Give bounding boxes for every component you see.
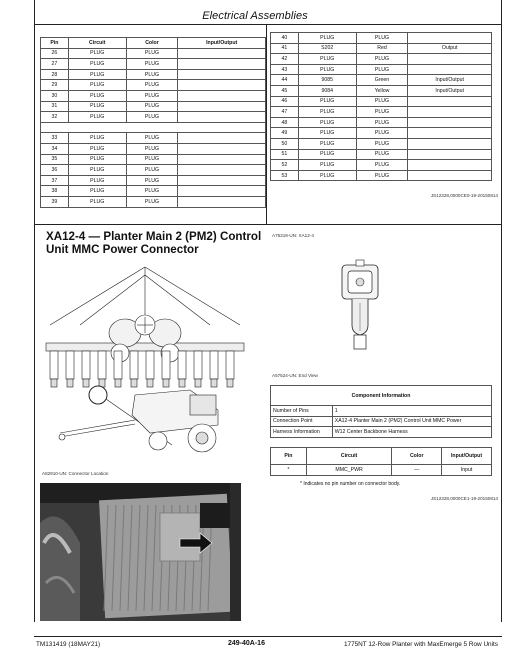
color-cell: PLUG	[356, 107, 408, 118]
controller-photo	[40, 483, 241, 621]
color-cell: PLUG	[126, 101, 178, 112]
color-cell: Yellow	[356, 85, 408, 96]
footer-model-title: 1775NT 12-Row Planter with MaxEmerge 5 Row Units	[343, 641, 498, 648]
color-cell: PLUG	[356, 128, 408, 139]
table-row	[41, 175, 266, 186]
circuit-cell: PLUG	[298, 138, 356, 149]
io-cell	[178, 143, 266, 154]
pin-cell: 42	[271, 54, 299, 65]
footer-page-number: 249-40A-16	[228, 640, 265, 647]
pin-cell: 45	[271, 85, 299, 96]
info-value-cell: 1	[332, 406, 491, 417]
color-cell: PLUG	[126, 69, 178, 80]
pin-cell: 52	[271, 160, 299, 171]
circuit-cell: PLUG	[68, 48, 126, 59]
table-header-row	[41, 38, 266, 49]
color-cell: PLUG	[126, 90, 178, 101]
info-label-cell: Harness Information	[271, 427, 333, 438]
io-cell	[178, 69, 266, 80]
page-header-title: Electrical Assemblies	[202, 10, 308, 22]
io-cell	[408, 64, 492, 75]
color-cell: PLUG	[126, 165, 178, 176]
color-cell: PLUG	[356, 96, 408, 107]
circuit-cell: PLUG	[68, 186, 126, 197]
circuit-cell: PLUG	[298, 64, 356, 75]
io-cell	[178, 90, 266, 101]
circuit-cell: PLUG	[68, 175, 126, 186]
pin-table-header-row	[271, 448, 492, 465]
io-cell	[408, 96, 492, 107]
circuit-cell: PLUG	[68, 143, 126, 154]
col-header-circuit: Circuit	[68, 38, 126, 49]
col-header-pin: Pin	[41, 38, 69, 49]
color-cell: PLUG	[356, 170, 408, 181]
table-gap	[41, 122, 266, 133]
header-rule	[34, 24, 502, 25]
circuit-cell: PLUG	[298, 128, 356, 139]
circuit-cell: S202	[298, 43, 356, 54]
info-value-cell: W12 Center Backbone Harness	[332, 427, 491, 438]
pin-cell: 33	[41, 133, 69, 144]
col-header-color: Color	[126, 38, 178, 49]
io-cell	[178, 175, 266, 186]
table-row	[271, 54, 492, 65]
caption-connector: A75319-UN: XA12-4	[272, 233, 314, 238]
color-cell: Red	[356, 43, 408, 54]
page-left-rule	[34, 0, 35, 622]
pin-cell: 28	[41, 69, 69, 80]
table-row	[41, 59, 266, 70]
io-cell	[408, 170, 492, 181]
io-cell	[178, 48, 266, 59]
color-cell: PLUG	[356, 149, 408, 160]
pin-cell: 48	[271, 117, 299, 128]
table-row	[271, 117, 492, 128]
color-cell: PLUG	[356, 117, 408, 128]
circuit-cell: 9085	[298, 75, 356, 86]
circuit-cell: PLUG	[68, 59, 126, 70]
reference-code-bottom: JS12328,0000CE1-19-20150814	[430, 496, 498, 501]
circuit-cell: PLUG	[298, 160, 356, 171]
circuit-cell: 9084	[298, 85, 356, 96]
io-cell	[178, 112, 266, 123]
info-value-cell: XA12-4 Planter Main 2 (PM2) Control Unit MMC Power	[332, 416, 491, 427]
circuit-cell: PLUG	[68, 196, 126, 207]
pin-cell: 51	[271, 149, 299, 160]
io-cell: Output	[408, 43, 492, 54]
table-row	[271, 33, 492, 44]
footer-rule	[34, 636, 502, 637]
pin-col-header-pin: Pin	[271, 448, 307, 465]
io-cell	[408, 117, 492, 128]
pin-cell: 44	[271, 75, 299, 86]
circuit-cell: PLUG	[298, 107, 356, 118]
table-row	[41, 154, 266, 165]
io-cell	[178, 186, 266, 197]
pin-cell: 32	[41, 112, 69, 123]
io-cell	[408, 54, 492, 65]
pin-table-right	[270, 32, 492, 181]
table-row	[271, 128, 492, 139]
table-row	[41, 196, 266, 207]
table-row	[41, 80, 266, 91]
pin-col-header-io: Input/Output	[442, 448, 492, 465]
pin-cell: 37	[41, 175, 69, 186]
table-row	[41, 101, 266, 112]
table-row	[41, 186, 266, 197]
caption-connector-location: A82910-UN: Connector Location	[42, 471, 109, 476]
pin-cell: 49	[271, 128, 299, 139]
pin-cell: 27	[41, 59, 69, 70]
color-cell: PLUG	[126, 133, 178, 144]
section-title: XA12-4 — Planter Main 2 (PM2) Control Unit MMC Power Connector	[46, 230, 262, 256]
pin-cell: 35	[41, 154, 69, 165]
color-cell: PLUG	[126, 196, 178, 207]
pin-cell: 40	[271, 33, 299, 44]
table-row	[41, 143, 266, 154]
table-row	[271, 138, 492, 149]
io-cell	[178, 80, 266, 91]
component-info-heading-row	[271, 386, 492, 406]
io-cell: Input/Output	[408, 75, 492, 86]
io-cell	[178, 101, 266, 112]
pin-cell: 29	[41, 80, 69, 91]
column-divider	[266, 25, 267, 224]
pin-cell: 36	[41, 165, 69, 176]
table-row	[271, 107, 492, 118]
color-cell: —	[392, 465, 442, 476]
table-row	[271, 160, 492, 171]
planter-illustration	[40, 255, 250, 465]
color-cell: PLUG	[356, 64, 408, 75]
io-cell	[408, 33, 492, 44]
circuit-cell: PLUG	[298, 96, 356, 107]
pin-cell: 31	[41, 101, 69, 112]
table-row	[271, 85, 492, 96]
circuit-cell: PLUG	[68, 154, 126, 165]
pin-col-header-circuit: Circuit	[306, 448, 392, 465]
table-row	[41, 48, 266, 59]
table-row	[271, 64, 492, 75]
table-row	[41, 69, 266, 80]
page-right-rule	[501, 0, 502, 622]
circuit-cell: PLUG	[68, 165, 126, 176]
pin-cell: 26	[41, 48, 69, 59]
color-cell: PLUG	[356, 160, 408, 171]
table-row	[271, 149, 492, 160]
io-cell	[178, 133, 266, 144]
table-row	[41, 133, 266, 144]
pin-cell: 50	[271, 138, 299, 149]
connector-pin-table	[270, 447, 492, 476]
io-cell	[408, 160, 492, 171]
pin-cell: 53	[271, 170, 299, 181]
caption-end-view: A57524-UN: End View	[272, 373, 318, 378]
color-cell: PLUG	[126, 48, 178, 59]
color-cell: PLUG	[126, 59, 178, 70]
section-divider	[34, 224, 502, 225]
io-cell	[408, 128, 492, 139]
io-cell: Input	[442, 465, 492, 476]
color-cell: PLUG	[126, 143, 178, 154]
pin-table-left	[40, 37, 266, 208]
color-cell: PLUG	[356, 54, 408, 65]
pin-cell: 38	[41, 186, 69, 197]
color-cell: PLUG	[126, 154, 178, 165]
color-cell: PLUG	[356, 138, 408, 149]
pin-cell: 39	[41, 196, 69, 207]
table-row	[271, 43, 492, 54]
color-cell: PLUG	[126, 175, 178, 186]
table-row	[271, 416, 492, 427]
reference-code-top: JS12328,0000CE0-19-20150814	[430, 193, 498, 198]
component-info-table	[270, 385, 492, 438]
circuit-cell: PLUG	[298, 117, 356, 128]
color-cell: PLUG	[126, 186, 178, 197]
io-cell	[178, 59, 266, 70]
color-cell: PLUG	[126, 80, 178, 91]
io-cell	[408, 149, 492, 160]
color-cell: Green	[356, 75, 408, 86]
pin-cell: 47	[271, 107, 299, 118]
pin-cell: 30	[41, 90, 69, 101]
table-row	[271, 465, 492, 476]
circuit-cell: PLUG	[68, 90, 126, 101]
info-label-cell: Number of Pins	[271, 406, 333, 417]
table-row	[271, 75, 492, 86]
connector-end-view-illustration	[330, 255, 390, 355]
color-cell: PLUG	[356, 33, 408, 44]
table-row	[271, 170, 492, 181]
color-cell: PLUG	[126, 112, 178, 123]
io-cell	[178, 196, 266, 207]
io-cell	[178, 165, 266, 176]
pin-cell: 41	[271, 43, 299, 54]
component-info-heading: Component Information	[271, 386, 492, 406]
pin-cell: 43	[271, 64, 299, 75]
pin-col-header-color: Color	[392, 448, 442, 465]
io-cell	[408, 138, 492, 149]
io-cell	[178, 154, 266, 165]
footer-document-id: TM131419 (18MAY21)	[36, 641, 101, 648]
table-row	[41, 165, 266, 176]
circuit-cell: PLUG	[298, 33, 356, 44]
circuit-cell: PLUG	[68, 101, 126, 112]
pin-cell: *	[271, 465, 307, 476]
circuit-cell: PLUG	[68, 112, 126, 123]
circuit-cell: PLUG	[68, 133, 126, 144]
circuit-cell: PLUG	[68, 69, 126, 80]
table-row	[271, 406, 492, 417]
col-header-io: Input/Output	[178, 38, 266, 49]
table-row	[271, 96, 492, 107]
circuit-cell: PLUG	[298, 54, 356, 65]
info-label-cell: Connection Point	[271, 416, 333, 427]
pin-footnote: * Indicates no pin number on connector body.	[300, 481, 401, 487]
circuit-cell: PLUG	[298, 170, 356, 181]
pin-cell: 46	[271, 96, 299, 107]
circuit-cell: PLUG	[68, 80, 126, 91]
io-cell	[408, 107, 492, 118]
circuit-cell: PLUG	[298, 149, 356, 160]
pin-cell: 34	[41, 143, 69, 154]
io-cell: Input/Output	[408, 85, 492, 96]
circuit-cell: MMC_PWR	[306, 465, 392, 476]
table-row	[41, 112, 266, 123]
table-row	[41, 90, 266, 101]
table-row	[271, 427, 492, 438]
